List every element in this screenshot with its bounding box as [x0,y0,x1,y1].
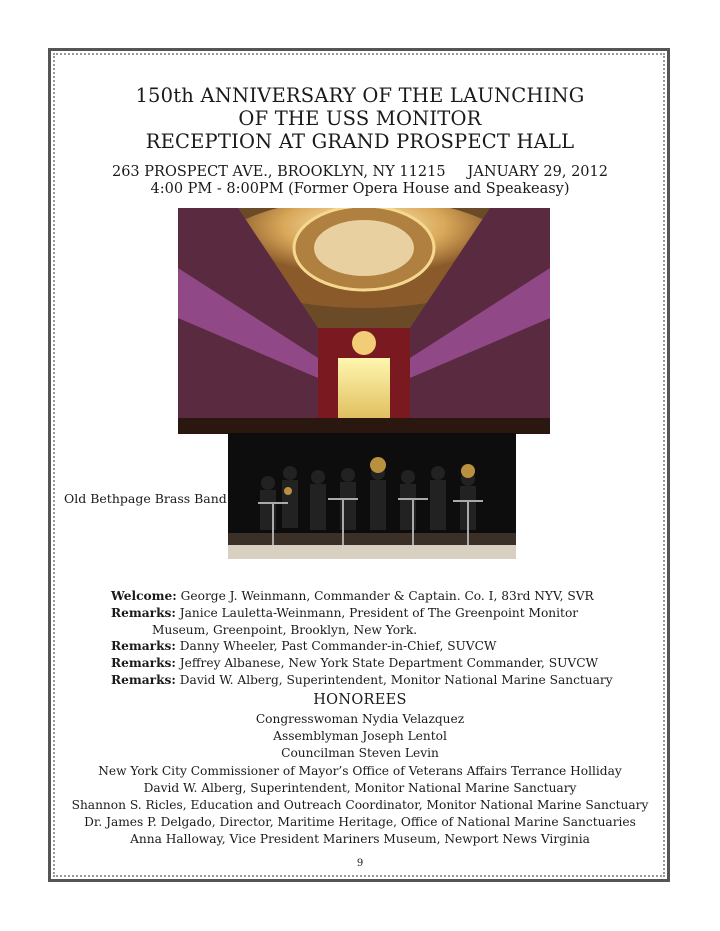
remarks-label: Remarks: [111,656,176,671]
title-line-3: RECEPTION AT GRAND PROSPECT HALL [145,130,575,153]
remarks-text: George J. Weinmann, Commander & Captain. Co. I, 83rd NYV, SVR [176,589,594,603]
event-address: 263 PROSPECT AVE., BROOKLYN, NY 11215 [111,164,446,180]
remarks-item [111,605,613,622]
title-line-2: OF THE USS MONITOR [238,107,482,130]
remarks-label: Welcome: [111,589,177,603]
honoree: Assemblyman Joseph Lentol [273,729,447,744]
honoree: Congresswoman Nydia Velazquez [255,712,465,726]
honoree: New York City Commissioner of Mayor’s Office of Veterans Affairs Terrance Holliday [98,763,622,778]
event-time-venue: 4:00 PM - 8:00PM (Former Opera House and Speakeasy) [150,181,570,197]
honoree: Shannon S. Ricles, Education and Outreach Coordinator, Monitor National Marine Sanctuary [71,798,649,813]
remarks-text: Janice Lauletta-Weinmann, President of The Greenpoint Monitor [175,605,579,620]
title-line-1: 150th ANNIVERSARY OF THE LAUNCHING [135,84,585,107]
remarks-text: Danny Wheeler, Past Commander-in-Chief, SUVCW [175,639,497,654]
honorees-heading: HONOREES [313,692,407,708]
remarks-item [111,588,613,605]
remarks-item [111,622,613,639]
honoree: Anna Halloway, Vice President Mariners Museum, Newport News Virginia [130,832,590,847]
honoree: Councilman Steven Levin [281,746,439,761]
brass-band-photo [228,433,516,559]
remarks-text: Jeffrey Albanese, New York State Department Commander, SUVCW [175,656,599,671]
honorees-list [0,711,720,849]
remarks-item [111,672,613,689]
honoree: David W. Alberg, Superintendent, Monitor National Marine Sanctuary [143,780,577,795]
event-date: JANUARY 29, 2012 [467,164,608,180]
page-number: 9 [356,858,364,869]
remarks-item [111,638,613,655]
event-address-date [0,163,720,181]
remarks-label: Remarks: [111,672,176,687]
remarks-text: David W. Alberg, Superintendent, Monitor National Marine Sanctuary [175,672,613,687]
remarks-text: Museum, Greenpoint, Brooklyn, New York. [152,622,418,637]
grand-prospect-hall-photo [178,208,550,434]
remarks-item [111,655,613,672]
remarks-list [111,588,613,689]
band-caption: Old Bethpage Brass Band [64,491,227,506]
remarks-label: Remarks: [111,639,176,654]
remarks-label: Remarks: [111,605,176,620]
honoree: Dr. James P. Delgado, Director, Maritime Heritage, Office of National Marine Sanctuaries [84,815,636,830]
